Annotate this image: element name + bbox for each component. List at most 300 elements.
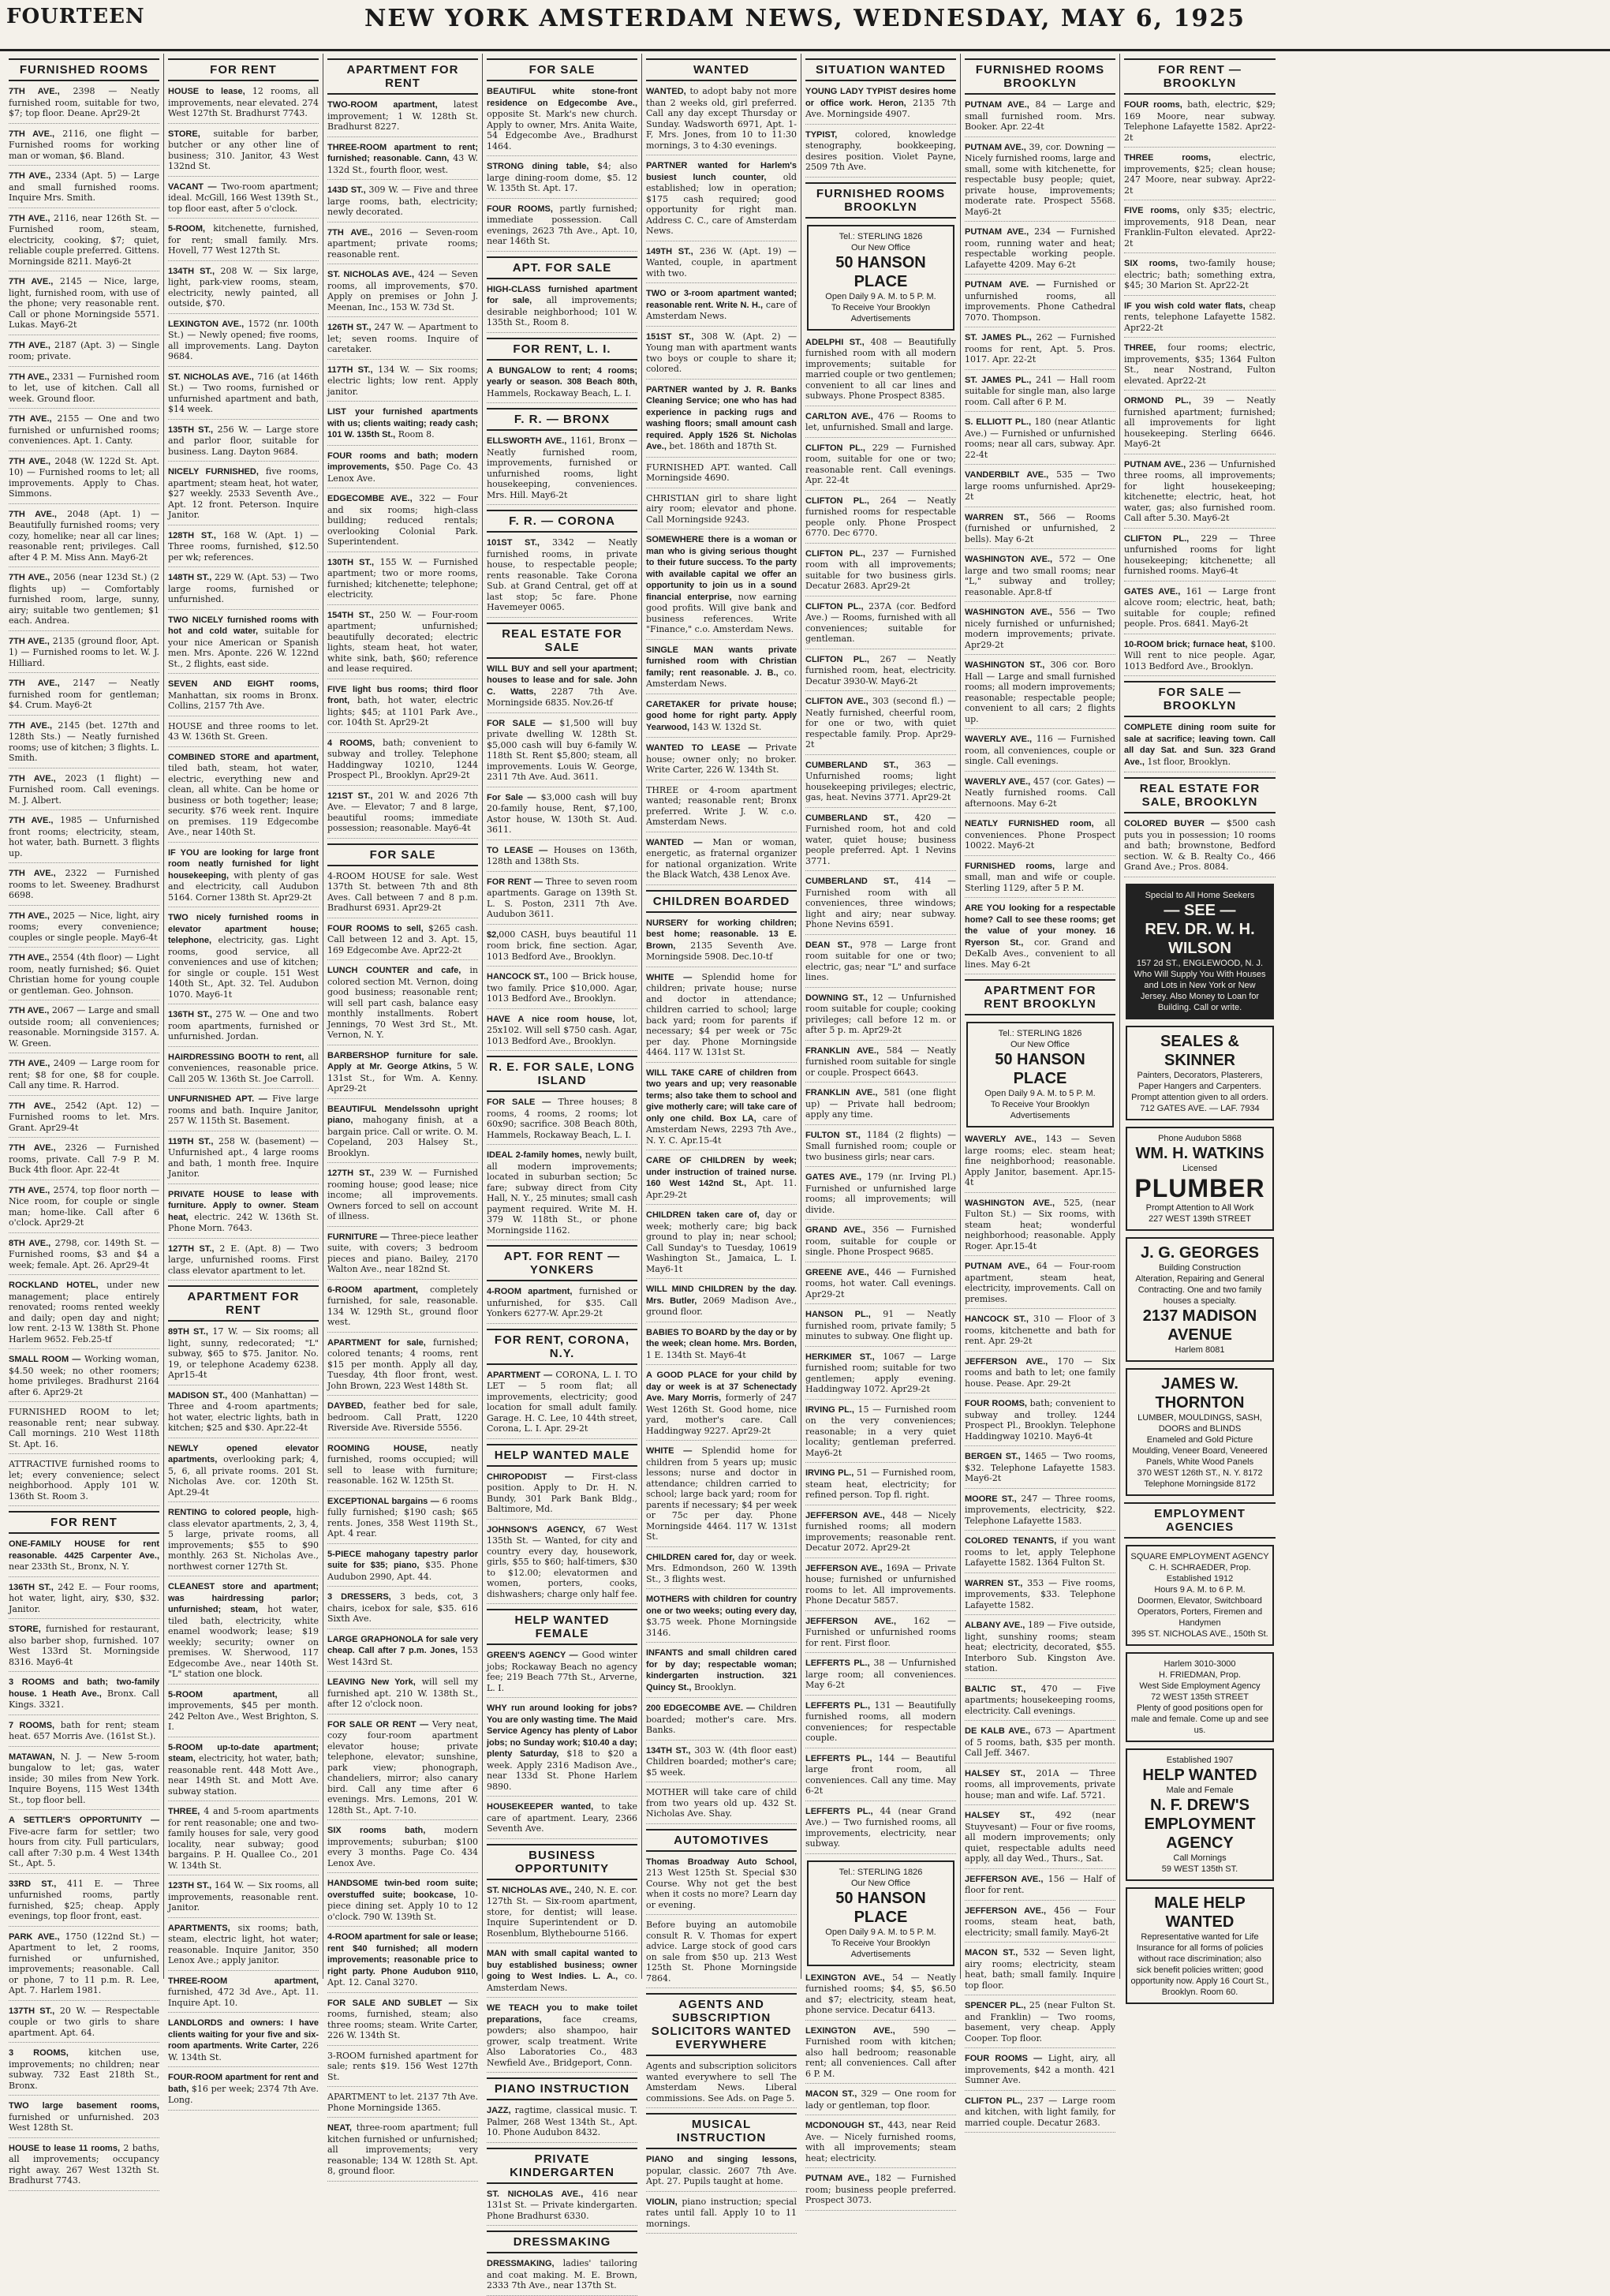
classified-ad: THREE rooms, electric, improvements, $25; clean house; 247 Moore, near subway. Apr22-2t [1124, 152, 1276, 200]
display-ad-line: 157 2d ST., ENGLEWOOD, N. J. [1136, 958, 1264, 968]
classified-ad: JOHNSON'S AGENCY, 67 West 135th St. — Wanted, for city and country every day, housework, girls, $55 to $60; half-timers, $30 to $12.00; elevatormen and women, porters, cooks, dishwashers; charge only half fee. [487, 1524, 637, 1605]
classified-ad: HOUSEKEEPER wanted, to take care of apartment. Leary, 2366 Seventh Ave. [487, 1801, 637, 1839]
classified-ad: 3 ROOMS and bath; two-family house. 1 Heath Ave., Bronx. Call Kings. 3321. [9, 1677, 159, 1715]
classified-ad: 89TH ST., 17 W. — Six rooms; all light, sunny, redecorated; "L" subway, $65 to $75. Janitor. No. 19, or telephone Academy 6238. Apr15-4t [168, 1326, 319, 1385]
classified-ad: 7TH AVE., 2554 (4th floor) — Light room, neatly furnished; $6. Quiet Christian home for young couple or gentleman. Geo. Johnson. [9, 952, 159, 1000]
classified-ad: 6-ROOM apartment, completely furnished, for sale, reasonable. 134 W. 129th St., ground floor west. [327, 1284, 478, 1333]
classified-ad: RENTING to colored people, high-class elevator apartments, 2, 3, 4, 5 large, private rooms, all improvements; $55 to $90 monthly. 263 St. Nicholas Ave., northwest corner 127th St. [168, 1507, 319, 1576]
classified-ad: 154TH ST., 250 W. — Four-room apartment; unfurnished; beautifully decorated; electric lights, steam heat, hot water, white sink, bath, $60; reference and lease required. [327, 610, 478, 679]
classified-ad: FIVE light bus rooms; third floor front, bath, hot water, electric lights; $45; at 1101 Park Ave., cor. 104th St. Apr29-2t [327, 684, 478, 733]
classified-ad: FOUR ROOMS, bath; convenient to subway and trolley. 1244 Prospect Pl., Brooklyn. Telephone Haddingway 10210. May6-4t [965, 1398, 1115, 1446]
display-ad-line: — SEE — [1164, 901, 1236, 919]
classified-ad: 7TH AVE., 2574, top floor north — Nice room, for couple or single man; home-like. Call after 6 o'clock. Apr29-2t [9, 1185, 159, 1233]
classified-columns [5, 54, 1605, 2290]
classified-ad: FOUR ROOMS — Light, airy, all improvements, $42 a month. 421 Sumner Ave. [965, 2053, 1115, 2091]
column-4 [483, 54, 642, 2290]
classified-ad: CLIFTON PL., 237 — Large room and kitchen, with light family, for married couple. Decatur 2683. [965, 2096, 1115, 2133]
classified-ad: WANTED, to adopt baby not more than 2 weeks old, girl preferred. Call any day except Thursday or Sunday. Wadsworth 6971, Apt. 1-F, Mrs. Jones, from 10 to 11:30 mornings, 3 to 4:30 evenings. [646, 86, 797, 155]
classified-ad: CARLTON AVE., 476 — Rooms to let, unfurnished. Small and large. [805, 411, 956, 438]
classified-ad: BARBERSHOP furniture for sale. Apply at Mr. George Atkins, 5 W. 131st St., for Wm. A. Kenny. Apr29-2t [327, 1050, 478, 1099]
classified-ad: FURNITURE — Three-piece leather suite, with covers; 3 bedroom pieces and piano. Bailey, 2170 Walton Ave., near 182nd St. [327, 1232, 478, 1280]
classified-ad: IRVING PL., 51 — Furnished room, steam heat, electricity; for refined person. Top fl. right. [805, 1468, 956, 1505]
classified-ad: 134TH ST., 208 W. — Six large, light, park-view rooms, steam, electricity, newly painted, all outside, $70. [168, 266, 319, 314]
classified-ad: S. ELLIOTT PL., 180 (near Atlantic Ave.) — Furnished or unfurnished rooms; near all cars, subway. Apr. 22-4t [965, 417, 1115, 465]
display-ad-line: 50 HANSON PLACE [835, 1889, 926, 1926]
display-ad-box [1126, 1652, 1274, 1742]
classified-ad: 8TH AVE., 2798, cor. 149th St. — Furnished rooms, $3 and $4 a week; female. Apt. 26. Apr29-4t [9, 1238, 159, 1276]
classified-ad: LEFFERTS PL., 144 — Beautiful large front room, all conveniences. Call any time. May 6-2t [805, 1753, 956, 1801]
classified-ad: MOORE ST., 247 — Three rooms, improvements, electricity, $22. Telephone Lafayette 1583. [965, 1494, 1115, 1531]
classified-ad: TWO NICELY furnished rooms with hot and cold water, suitable for your nice American or Spanish men. Mrs. Aponte. 226 W. 122nd St., 2 flights, east side. [168, 615, 319, 675]
classified-ad: YOUNG LADY TYPIST desires home or office work. Heron, 2135 7th Ave. Morningside 4907. [805, 86, 956, 125]
section-heading: BUSINESS OPPORTUNITY [487, 1844, 637, 1880]
classified-ad: SIX rooms, two-family house; electric; bath; something extra, $45; 30 Marion St. Apr22-2t [1124, 258, 1276, 296]
display-ad-line: C. H. SCHRAEDER, Prop. [1149, 1562, 1251, 1572]
column-7 [961, 54, 1120, 2128]
display-ad-line: 50 HANSON PLACE [995, 1051, 1085, 1087]
classified-ad: WHY run around looking for jobs? You are only wasting time. The Maid Service Agency has plenty of Labor jobs; no Sunday work; $10.40 a day; plenty Saturday, $18 to $20 a week. Apply 2316 Madison Ave., near 133d St. Phone Harlem 9890. [487, 1703, 637, 1797]
classified-ad: MADISON ST., 400 (Manhattan) — Three and 4-room apartments; hot water, electric lights, bath in kitchen; $25 and $30. Apr.22-4t [168, 1390, 319, 1438]
classified-ad: FOR RENT — Three to seven room apartments. Garage on 139th St. L. S. Poston, 2311 7th Ave. Audubon 3611. [487, 877, 637, 925]
classified-ad: TWO-ROOM apartment, latest improvement; 1 W. 128th St. Bradhurst 8227. [327, 99, 478, 137]
classified-ad: MATAWAN, N. J. — New 5-room bungalow to let; gas, water inside; 30 miles from New York. Inquire Boyens, 115 West 134th St., top floor bell. [9, 1752, 159, 1811]
classified-ad: HALSEY ST., 201A — Three rooms, all improvements, private house; man and wife. Laf. 5721. [965, 1768, 1115, 1806]
classified-ad: ORMOND PL., 39 — Neatly furnished apartment; furnished; all improvements for light housekeeping. Sterling 6646. May6-2t [1124, 395, 1276, 454]
section-heading: FURNISHED ROOMS BROOKLYN [805, 182, 956, 219]
section-heading: PIANO INSTRUCTION [487, 2077, 637, 2100]
classified-ad: HANDSOME twin-bed room suite; overstuffed suite; bookcase, 10-piece dining set. Apply 10 to 12 o'clock. 790 W. 139th St. [327, 1878, 478, 1927]
classified-ad: FURNISHED rooms, large and small, man and wife or couple. Sterling 1129, after 5 P. M. [965, 861, 1115, 899]
display-ad-line: JAMES W. THORNTON [1155, 1374, 1245, 1412]
section-heading: APT. FOR SALE [487, 256, 637, 279]
classified-ad: JEFFERSON AVE., 156 — Half of floor for rent. [965, 1874, 1115, 1901]
classified-ad: 4-ROOM apartment for sale or lease; rent $40 furnished; all modern improvements; reasonable price to right party. Phone Audubon 9110, Apt. 12. Canal 3270. [327, 1931, 478, 1993]
section-heading: SITUATION WANTED [805, 58, 956, 81]
classified-ad: WARREN ST., 353 — Five rooms, improvements, $33. Telephone Lafayette 1582. [965, 1578, 1115, 1616]
classified-ad: INFANTS and small children cared for by day; respectable woman; kindergarten instruction. 321 Quincy St., Brooklyn. [646, 1647, 797, 1698]
classified-ad: WILL BUY and sell your apartment; houses to lease and for sale. John C. Watts, 2287 7th Ave. Morningside 6835. Nov.26-tf [487, 664, 637, 713]
classified-ad: 5-PIECE mahogany tapestry parlor suite for $35; piano, $35. Phone Audubon 2990, Apt. 44. [327, 1549, 478, 1587]
display-ad-line: N. F. DREW'S [1150, 1796, 1250, 1814]
display-ad-line: Tel.: STERLING 1826 [839, 231, 923, 241]
display-ad-box [1126, 884, 1274, 1019]
display-ad-line: PLUMBER [1134, 1173, 1265, 1202]
classified-ad: HAIRDRESSING BOOTH to rent, all conveniences, reasonable price. Call 205 W. 136th St. Joe Carroll. [168, 1052, 319, 1090]
classified-ad: PARK AVE., 1750 (122nd St.) — Apartment to let, 2 rooms, furnished or unfurnished, improvements; reasonable. Call or phone, 7 to 11 p.m. R. Lee, Apt. 7. Harlem 1981. [9, 1931, 159, 2001]
classified-ad: WILL MIND CHILDREN by the day. Mrs. Butler, 2069 Madison Ave., ground floor. [646, 1284, 797, 1322]
classified-ad: FURNISHED APT. wanted. Call Morningside 4690. [646, 462, 797, 488]
classified-ad: LUNCH COUNTER and cafe, in colored section Mt. Vernon, doing good business; reasonable rent; will sell part cash, balance easy monthly installments. Robert Jennings, 70 West 3rd St., Mt. Vernon, N. Y. [327, 965, 478, 1045]
display-ad-line: Doormen, Elevator, Switchboard Operators, Porters, Firemen and Handymen [1137, 1595, 1263, 1628]
classified-ad: FOR SALE AND SUBLET — Six rooms, furnished, steam; also three rooms; steam. Write Carter, 226 W. 134th St. [327, 1998, 478, 2046]
classified-ad: 3-ROOM furnished apartment for sale; rents $19. 156 West 127th St. [327, 2051, 478, 2088]
display-ad-line: 2137 MADISON AVENUE [1142, 1307, 1257, 1344]
section-heading: REAL ESTATE FOR SALE [487, 623, 637, 659]
classified-ad: JEFFERSON AVE., 169A — Private house; furnished or unfurnished rooms to let. All improvements. Phone Decatur 5857. [805, 1563, 956, 1611]
classified-ad: CHRISTIAN girl to share light airy room; elevator and phone. Call Morningside 9243. [646, 493, 797, 530]
classified-ad: WASHINGTON AVE., 525, (near Fulton St.) — Six rooms, with steam heat; wonderful neighborhood; reasonable. Apply Roger. Apr.15-4t [965, 1198, 1115, 1257]
classified-ad: 7TH AVE., 2542 (Apt. 12) — Furnished rooms to let. Mrs. Grant. Apr29-4t [9, 1101, 159, 1139]
classified-ad: COLORED TENANTS, if you want rooms to let, apply Telephone Lafayette 1582. 1364 Fulton St. [965, 1535, 1115, 1573]
classified-ad: ROCKLAND HOTEL, under new management; place entirely renovated; rooms rented weekly and daily; open day and night; low rent. 2-13 W. 138th St. Phone Harlem 9652. Feb.25-tf [9, 1280, 159, 1349]
classified-ad: APARTMENTS, six rooms; bath, steam, electric light, hot water; reasonable. Inquire Janitor, 350 Lenox Ave.; apply janitor. [168, 1923, 319, 1971]
classified-ad: 3 ROOMS, kitchen use, improvements; no children; near subway. 732 East 218th St., Bronx. [9, 2047, 159, 2096]
classified-ad: MACON ST., 532 — Seven light, airy rooms; electricity, steam heat, bath; small family. Inquire top floor. [965, 1947, 1115, 1995]
classified-ad: CUMBERLAND ST., 363 — Unfurnished rooms; light housekeeping privileges; electric, gas, heat. Nevins 3771. Apr29-2t [805, 760, 956, 808]
classified-ad: GREENE AVE., 446 — Furnished rooms, hot water. Call evenings. Apr29-2t [805, 1267, 956, 1305]
display-ad-box [1126, 1026, 1274, 1120]
display-ad-line: Open Daily 9 A. M. to 5 P. M. [825, 1927, 936, 1937]
section-heading: REAL ESTATE FOR SALE, BROOKLYN [1124, 777, 1276, 813]
display-ad-line: 370 WEST 126th ST., N. Y. 8172 [1137, 1468, 1263, 1478]
section-heading: FOR SALE [327, 843, 478, 866]
classified-ad: LANDLORDS and owners: I have clients waiting for your five and six-room apartments. Write Carter, 226 W. 134th St. [168, 2017, 319, 2067]
classified-ad: SEVEN AND EIGHT rooms, Manhattan, six rooms in Bronx. Collins, 2157 7th Ave. [168, 679, 319, 716]
classified-ad: JEFFERSON AVE., 448 — Nicely furnished rooms; all modern improvements; reasonable rent. Decatur 2072. Apr29-2t [805, 1510, 956, 1558]
display-ad-line: SEALES & SKINNER [1160, 1032, 1240, 1069]
classified-ad: BEAUTIFUL white stone-front residence on Edgecombe Ave., opposite St. Mark's new church. Apply to owner, Mrs. Anita Waite, 54 Edgecombe Ave., Bradhurst 1464. [487, 86, 637, 156]
classified-ad: 101ST ST., 3342 — Neatly furnished rooms, in private house, to respectable people; rents reasonable. Take Corona Sub. at Grand Central, get off at last stop; 5c fare. Phone Havemeyer 0065. [487, 537, 637, 618]
classified-ad: 137TH ST., 20 W. — Respectable couple or two girls to share apartment. Apt. 64. [9, 2006, 159, 2044]
column-8 [1120, 54, 1279, 1997]
classified-ad: LARGE GRAPHONOLA for sale very cheap. Call after 7 p.m. Jones, 153 West 143rd St. [327, 1634, 478, 1673]
classified-ad: 7TH AVE., 1985 — Unfurnished front rooms; electricity, steam, hot water, bath. Burnett. 3 flights up. [9, 815, 159, 863]
classified-ad: 127TH ST., 239 W. — Furnished rooming house; good lease; nice income; all improvements. Owners forced to sell on account of illness. [327, 1168, 478, 1227]
classified-ad: 7TH AVE., 2331 — Furnished room to let, use of kitchen. Call all week. Ground floor. [9, 372, 159, 409]
classified-ad: PUTNAM AVE., 84 — Large and small furnished room. Mrs. Booker. Apr. 22-4t [965, 99, 1115, 137]
classified-ad: 7TH AVE., 2048 (W. 122d St. Apt. 10) — Furnished rooms to let; all improvements. Apply to Chas. Simmons. [9, 456, 159, 504]
display-ad-line: West Side Employment Agency [1139, 1681, 1261, 1691]
classified-ad: NICELY FURNISHED, five rooms, apartment; steam heat, hot water, $27 weekly. 2533 Seventh Ave., Apt. 12 front. Peterson. Inquire Janitor. [168, 466, 319, 525]
classified-ad: 5-ROOM apartment, all improvements, $45 per month. 242 Pelton Ave., West Brighton, S. I. [168, 1689, 319, 1737]
classified-ad: TYPIST, colored, knowledge stenography, bookkeeping, desires position. Violet Payne, 2509 7th Ave. [805, 129, 956, 178]
classified-ad: CLIFTON PL., 264 — Neatly furnished rooms for respectable people only. Phone Prospect 6770. Dec 6770. [805, 495, 956, 544]
classified-ad: 136TH ST., 242 E. — Four rooms, hot water, light, airy, $30, $32. Janitor. [9, 1582, 159, 1620]
classified-ad: PRIVATE HOUSE to lease with furniture. Apply to owner. Steam heat, electric. 242 W. 136th St. Phone Morn. 7643. [168, 1189, 319, 1239]
section-heading: FURNISHED ROOMS BROOKLYN [965, 58, 1115, 95]
classified-ad: FURNISHED ROOM to let; reasonable rent; near subway. Call mornings. 210 West 118th St. Apt. 16. [9, 1407, 159, 1454]
classified-ad: HERKIMER ST., 1067 — Large furnished room; suitable for two gentlemen; apply evening. Haddingway 1072. Apr29-2t [805, 1352, 956, 1400]
section-heading: HELP WANTED FEMALE [487, 1609, 637, 1645]
classified-ad: 7TH AVE., 2322 — Furnished rooms to let. Sweeney. Bradhurst 6698. [9, 868, 159, 906]
classified-ad: WAVERLY AVE., 116 — Furnished room, all conveniences, couple or single. Call evenings. [965, 734, 1115, 772]
classified-ad: JEFFERSON AVE., 162 — Furnished or unfurnished rooms for rent. First floor. [805, 1616, 956, 1654]
classified-ad: CLEANEST store and apartment; was hairdressing parlor; unfurnished; steam, hot water, tiled bath, electricity, white enamel woodwork; lease; $19 weekly; security; owner on premises. W. Sherwood, 117 Edgecombe Ave., near 140th St. "L" station one block. [168, 1581, 319, 1685]
classified-ad: PUTNAM AVE. — Furnished or unfurnished rooms, all improvements. Phone Cathedral 7070. Thompson. [965, 279, 1115, 327]
classified-ad: MAN with small capital wanted to buy established business; owner going to West Indies. L. A., co. Amsterdam News. [487, 1948, 637, 1998]
classified-ad: 127TH ST., 2 E. (Apt. 8) — Two large, unfurnished rooms. First class elevator apartment to let. [168, 1243, 319, 1281]
classified-ad: 7TH AVE., 2116, near 126th St. — Furnished room, steam, electricity, cooking, $7; quiet, reliable couple preferred. Gittens. Morningside 8211. May6-2t [9, 213, 159, 272]
classified-ad: NEAT, three-room apartment; full kitchen furnished or unfurnished; all improvements; very reasonable; 134 W. 128th St. Apt. 8, ground floor. [327, 2122, 478, 2182]
display-ad-line: To Receive Your Brooklyn Advertisements [831, 1938, 931, 1959]
classified-ad: PUTNAM AVE., 39, cor. Downing — Nicely furnished rooms, large and small, some with kitchenette, for respectable busy people; quiet, private house, improvements; moderate rate. Prospect 5568. May6-2t [965, 142, 1115, 222]
classified-ad: IF YOU are looking for large front room neatly furnished for light housekeeping, with plenty of gas and electricity, call Audubon 5164. Corner 138th St. Apr29-2t [168, 847, 319, 908]
classified-ad: TWO large basement rooms, furnished or unfurnished. 203 West 128th St. [9, 2100, 159, 2138]
display-ad-line: Male and Female [1166, 1785, 1234, 1795]
classified-ad: MCDONOUGH ST., 443, near Reid Ave. — Nicely furnished rooms, with all improvements; steam heat; electricity. [805, 2120, 956, 2168]
section-heading: WANTED [646, 58, 797, 81]
section-heading: FURNISHED ROOMS [9, 58, 159, 81]
section-heading: FOR RENT, L. I. [487, 338, 637, 361]
classified-ad: 128TH ST., 168 W. (Apt. 1) — Three rooms, furnished, $12.50 per wk; references. [168, 530, 319, 568]
classified-ad: ST. JAMES PL., 262 — Furnished rooms for rent, Apt. 5. Pros. 1017. Apr. 22-2t [965, 332, 1115, 370]
display-ad-line: To Receive Your Brooklyn Advertisements [831, 302, 931, 323]
section-heading: HELP WANTED MALE [487, 1444, 637, 1467]
classified-ad: DRESSMAKING, ladies' tailoring and coat making. M. E. Brown, 2333 7th Ave., near 137th St. [487, 2258, 637, 2296]
classified-ad: WE TEACH you to make toilet preparations, face creams, powders; also shampoo, hair grower, scalp treatment. Write Also Laboratories Co., 483 Newfield Ave., Bridgeport, Conn. [487, 2002, 637, 2073]
section-heading: APARTMENT FOR RENT [168, 1285, 319, 1322]
classified-ad: CLIFTON PL., 237A (cor. Bedford Ave.) — Rooms, furnished with all conveniences; suitable for gentleman. [805, 601, 956, 649]
classified-ad: FOUR rooms and bath; modern improvements, $50. Page Co. 43 Lenox Ave. [327, 451, 478, 489]
display-ad-line: Enameled and Gold Picture Moulding, Veneer Board, Veneered Panels, White Wood Panels [1132, 1434, 1268, 1467]
classified-ad: BALTIC ST., 470 — Five apartments; housekeeping rooms, electricity. Call evenings. [965, 1684, 1115, 1722]
classified-ad: HANSON PL., 91 — Neatly furnished room, private family; 5 minutes to subway. One flight up. [805, 1309, 956, 1347]
display-ad-line: Who Will Supply You With Houses and Lots in New York or New Jersey. Also Money to Loan for Building. Call or write. [1134, 969, 1266, 1012]
classified-ad: BABIES TO BOARD by the day or by the week; clean home. Mrs. Borden, 1 E. 134th St. May6-4t [646, 1327, 797, 1366]
page-number: FOURTEEN [6, 5, 145, 28]
classified-ad: CLIFTON AVE., 303 (second fl.) — Neatly furnished, cheerful room, for one or two, with quiet respectable family. Prop. Apr29-2t [805, 696, 956, 755]
classified-ad: 135TH ST., 256 W. — Large store and parlor floor, suitable for business. Lang. Dayton 9684. [168, 424, 319, 462]
display-ad-line: 712 GATES AVE. — LAF. 7934 [1140, 1103, 1260, 1113]
classified-ad: A GOOD PLACE for your child by day or week is at 37 Schenectady Ave. Mary Morris, formerly of 247 West 126th St. Good home, nice yard, mother's care. Call Haddingway 9227. Apr29-2t [646, 1370, 797, 1441]
classified-ad: DOWNING ST., 12 — Unfurnished room suitable for couple; cooking privileges; call before 12 m. or after 5 p. m. Apr29-2t [805, 993, 956, 1041]
classified-ad: VANDERBILT AVE., 535 — Two large rooms unfurnished. Apr29-2t [965, 469, 1115, 507]
classified-ad: $2,000 CASH, buys beautiful 11 room brick, fine section. Agar, 1013 Bedford Ave., Brooklyn. [487, 929, 637, 967]
display-ad-line: Our New Office [1010, 1040, 1070, 1049]
classified-ad: SINGLE MAN wants private furnished room with Christian family; rent reasonable. J. B., co. Amsterdam News. [646, 645, 797, 694]
display-ad-line: 395 ST. NICHOLAS AVE., 150th St. [1131, 1629, 1268, 1639]
masthead [0, 0, 1610, 51]
classified-ad: 4-ROOM HOUSE for sale. West 137th St. between 7th and 8th Aves. Call between 7 and 8 p.m. Bradhurst 6931. Apr29-2t [327, 871, 478, 918]
classified-ad: MACON ST., 329 — One room for lady or gentleman, top floor. [805, 2088, 956, 2115]
display-ad-line: To Receive Your Brooklyn Advertisements [990, 1100, 1090, 1120]
classified-ad: 126TH ST., 247 W. — Apartment to let; seven rooms. Inquire of caretaker. [327, 322, 478, 360]
classified-ad: STORE, furnished for restaurant, also barber shop, furnished. 107 West 133rd St. Morningside 8316. May6-4t [9, 1624, 159, 1672]
classified-ad: SMALL ROOM — Working woman, $4.50 week; no other roomers; home privileges. Bradhurst 2164 after 6. Apr29-2t [9, 1354, 159, 1402]
classified-ad: WASHINGTON ST., 306 cor. Boro Hall — Large and small furnished rooms; all modern improvements; reasonable; respectable people; convenient to all cars; 2 flights up. [965, 660, 1115, 729]
classified-ad: 5-ROOM up-to-date apartment; steam, electricity, hot water, bath; reasonable rent. 448 Mott Ave., near 149th St. and Mott Ave. subway station. [168, 1742, 319, 1802]
column-3 [323, 54, 483, 2176]
classified-ad: IF you wish cold water flats, cheap rents, telephone Lafayette 1582. Apr22-2t [1124, 301, 1276, 338]
classified-ad: 200 EDGECOMBE AVE. — Children boarded; mother's care. Mrs. Banks. [646, 1703, 797, 1741]
classified-ad: ALBANY AVE., 189 — Five outside, light, sunshiny rooms; steam heat; electricity, decorated, $55. Interboro Sub. Kingston Ave. station. [965, 1620, 1115, 1679]
classified-ad: WASHINGTON AVE., 572 — One large and two small rooms; near "L," subway and trolley; reasonable. Apr.8-tf [965, 554, 1115, 602]
classified-ad: CLIFTON PL., 229 — Furnished room, suitable for one or two; reasonable rent. Call evenings. Apr. 22-4t [805, 443, 956, 491]
classified-ad: APARTMENT for sale, furnished; colored tenants; 4 rooms, rent $15 per month. Apply all day, Tuesday, 4th floor front, west. John Brown, 223 West 148th St. [327, 1337, 478, 1397]
classified-ad: IRVING PL., 15 — Furnished room on the very conveniences; reasonable; in a very quiet locality; gentleman preferred. May6-2t [805, 1404, 956, 1464]
display-ad-line: Established 1912 [1166, 1573, 1234, 1584]
classified-ad: TWO or 3-room apartment wanted; reasonable rent. Write N. H., care of Amsterdam News. [646, 288, 797, 327]
classified-ad: DE KALB AVE., 673 — Apartment of 5 rooms, bath, $35 per month. Call Jeff. 3467. [965, 1726, 1115, 1763]
classified-ad: GRAND AVE., 356 — Furnished room, suitable for couple or single. Phone Prospect 9685. [805, 1225, 956, 1262]
classified-ad: MOTHERS with children for country one or two weeks; outing every day, $3.75 week. Phone Morningside 3146. [646, 1594, 797, 1643]
display-ad-box [807, 1860, 954, 1966]
classified-ad: LEAVING New York, will sell my furnished apt. 210 W. 138th St., after 12 o'clock noon. [327, 1677, 478, 1715]
classified-ad: FIVE rooms, only $35; electric, improvements, 918 Dean, near Franklin-Fulton elevated. Apr22-2t [1124, 205, 1276, 253]
classified-ad: COMBINED STORE and apartment, tiled bath, steam, hot water, electric, everything new and clean, all white. Can be home or business or both together; lease; security. $76 week rent. Inquire on premises. 119 Edgecombe Ave., near 140th St. [168, 752, 319, 843]
section-heading: F. R. — BRONX [487, 408, 637, 431]
section-heading: EMPLOYMENT AGENCIES [1124, 1502, 1276, 1539]
classified-ad: APARTMENT — CORONA, L. I. TO LET — 5 room flat; all improvements, electricity; good location for small adult family. Garage. H. C. Lee, 10 44th street, Corona, L. I. Apr. 29-2t [487, 1370, 637, 1439]
classified-ad: LEXINGTON AVE., 1572 (nr. 100th St.) — Newly opened; five rooms, all improvements. Lang. Dayton 9684. [168, 319, 319, 367]
classified-ad: PARTNER wanted by J. R. Banks Cleaning Service; one who has had experience in packing rugs and washing floors; small amount cash required. Apply 1526 St. Nicholas Ave., bet. 186th and 187th St. [646, 384, 797, 458]
classified-ad: PUTNAM AVE., 234 — Furnished room, running water and heat; respectable working people. Lafayette 4209. May 6-2t [965, 226, 1115, 275]
display-ad-box [1126, 1237, 1274, 1362]
classified-ad: HOUSE and three rooms to let. 43 W. 136th St. Green. [168, 721, 319, 747]
classified-ad: FOUR ROOMS, partly furnished; immediate possession. Call evenings, 2623 7th Ave., Apt. 10, near 146th St. [487, 204, 637, 252]
classified-ad: HALSEY ST., 492 (near Stuyvesant) — Four or five rooms, all modern improvements; only quiet, respectable adults need apply, all day Wed., Thurs., Sat. [965, 1810, 1115, 1869]
column-5 [642, 54, 801, 2229]
classified-ad: JEFFERSON AVE., 170 — Six rooms and bath to let; one family house. Pease. Apr. 29-2t [965, 1356, 1115, 1394]
classified-ad: ONE-FAMILY HOUSE for rent reasonable. 4425 Carpenter Ave., near 233th St., Bronx, N. Y. [9, 1539, 159, 1577]
classified-ad: FOR SALE OR RENT — Very neat, cozy four-room apartment elevator house; private telephone, elevator; sunshine, park view; phonograph, chandeliers, mirror; also canary bird. Call any time after 6 evenings. Mrs. Lemons, 201 W. 128th St., Apt. 7-10. [327, 1719, 478, 1821]
classified-ad: STRONG dining table, $4; also large dining-room dome, $5. 12 W. 135th St. Apt. 17. [487, 161, 637, 199]
display-ad-line: HELP WANTED [1142, 1766, 1257, 1784]
section-heading: AGENTS AND SUBSCRIPTION SOLICITORS WANTED EVERYWHERE [646, 1993, 797, 2056]
classified-ad: 136TH ST., 275 W. — One and two room apartments, furnished or unfurnished. Jordan. [168, 1009, 319, 1047]
classified-ad: FULTON ST., 1184 (2 flights) — Small furnished room; couple or two business girls; near cars. [805, 1130, 956, 1168]
display-ad-line: Our New Office [851, 1878, 910, 1888]
classified-ad: PARTNER wanted for Harlem's busiest lunch counter, old established; low in operation; $175 cash required; good opportunity for right man. Address C. C., care of Amsterdam News. [646, 160, 797, 241]
display-ad-box [1126, 1545, 1274, 1646]
section-heading: FOR RENT — BROOKLYN [1124, 58, 1276, 95]
classified-ad: CLIFTON PL., 229 — Three unfurnished rooms for light housekeeping; kitchenette; all furnished rooms. May6-4t [1124, 533, 1276, 581]
classified-ad: 134TH ST., 303 W. (4th floor east) Children boarded; mother's care; $5 week. [646, 1745, 797, 1783]
classified-ad: GREEN'S AGENCY — Good winter jobs; Rockaway Beach no agency fee; 219 Beach 77th St., Arverne, L. I. [487, 1650, 637, 1698]
classified-ad: TWO nicely furnished rooms in elevator apartment house; telephone, electricity, gas. Light rooms, good service, all conveniences and use of kitchen; for single or couple. 151 West 140th St., Apt. 32. Tel. Audubon 1070. May6-1t [168, 912, 319, 1004]
classified-ad: Agents and subscription solicitors wanted everywhere to sell The Amsterdam News. Liberal commissions. See Ads. on Page 5. [646, 2061, 797, 2108]
classified-ad: 7TH AVE., 2398 — Neatly furnished room, suitable for two, $7; top floor. Deane. Apr29-2t [9, 86, 159, 124]
classified-ad: LEFFERTS PL., 44 (near Grand Ave.) — Two furnished rooms, all improvements, electricity, near subway. [805, 1806, 956, 1854]
classified-ad: LEFFERTS PL., 131 — Beautifully furnished rooms, all modern conveniences; for respectable couple. [805, 1700, 956, 1748]
classified-ad: IDEAL 2-family homes, newly built, all modern improvements; located in suburban section; 5c fare; subway direct from City Hall, N. Y., 25 minutes; small cash payment required. Write M. H. 379 W. 118th St., or phone Morningside 1162. [487, 1150, 637, 1240]
display-ad-line: MALE HELP WANTED [1154, 1894, 1246, 1931]
classified-ad: BERGEN ST., 1465 — Two rooms, $32. Telephone Lafayette 1583. May6-2t [965, 1451, 1115, 1489]
display-ad-line: Established 1907 [1166, 1755, 1234, 1765]
display-ad-line: Hours 9 A. M. to 6 P. M. [1154, 1584, 1246, 1595]
classified-ad: CLIFTON PL., 237 — Furnished room with all improvements; suitable for two business girls. Decatur 2683. Apr29-2t [805, 548, 956, 596]
classified-ad: HIGH-CLASS furnished apartment for sale, all improvements; desirable neighborhood; 101 W. 135th St., Room 8. [487, 284, 637, 333]
classified-ad: WHITE — Splendid home for children from 5 years up; music lessons; nurse and doctor in attendance; children carried to school; large back yard; room for parents if necessary; $4 per week or 75c per day. Phone Morningside 4464. 117 W. 131st St. [646, 1445, 797, 1547]
classified-ad: WANTED TO LEASE — Private house; owner only; no broker. Write Carter, 226 W. 134th St. [646, 742, 797, 780]
classified-ad: 7TH AVE., 2135 (ground floor, Apt. 1) — Furnished rooms to let. W. J. Hilliard. [9, 636, 159, 674]
classified-ad: GATES AVE., 179 (nr. Irving Pl.) Furnished or unfurnished large rooms; all improvements; will divide. [805, 1172, 956, 1220]
classified-ad: WILL TAKE CARE of children from two years and up; very reasonable terms; also take them to school and give motherly care; will take care of only one child. Box LA, care of Amsterdam News, 2293 7th Ave., N. Y. C. Apr.15-4t [646, 1068, 797, 1151]
classified-ad: WASHINGTON AVE., 556 — Two nicely furnished or unfurnished; modern improvements; private. Apr29-2t [965, 607, 1115, 655]
classified-ad: 7TH AVE., 2023 (1 flight) — Furnished room. Call evenings. M. J. Albert. [9, 773, 159, 811]
classified-ad: 143D ST., 309 W. — Five and three large rooms, bath, electricity; newly decorated. [327, 185, 478, 222]
display-ad-line: 59 WEST 135th ST. [1161, 1864, 1238, 1874]
classified-ad: 7 ROOMS, bath for rent; steam heat. 657 Morris Ave. (161st St.). [9, 1720, 159, 1747]
display-ad-line: Telephone Morningside 8172 [1144, 1479, 1256, 1489]
classified-ad: ST. NICHOLAS AVE., 716 (at 146th St.) — Two rooms, furnished or unfurnished apartment and bath, $14 week. [168, 372, 319, 420]
classified-ad: NEWLY opened elevator apartments, overlooking park; 4, 5, 6, all private rooms. 201 St. Nicholas Ave. cor. 120th St. Apt.29-4t [168, 1443, 319, 1503]
display-ad-line: Harlem 8081 [1175, 1344, 1225, 1355]
section-heading: FOR RENT [168, 58, 319, 81]
classified-ad: 123TH ST., 164 W. — Six rooms, all improvements, reasonable rent. Janitor. [168, 1880, 319, 1918]
classified-ad: ST. JAMES PL., 241 — Hall room suitable for single man, also large room. Call after 6 P. M. [965, 375, 1115, 413]
display-ad-line: Licensed [1182, 1163, 1218, 1173]
classified-ad: CARETAKER for private house; good home for right party. Apply Yearwood, 143 W. 132d St. [646, 699, 797, 739]
column-6 [801, 54, 961, 2205]
section-heading: AUTOMOTIVES [646, 1829, 797, 1852]
classified-ad: PUTNAM AVE., 182 — Furnished room; business people preferred. Prospect 3073. [805, 2173, 956, 2211]
classified-ad: FRANKLIN AVE., 581 (one flight up) — Private hall bedroom; apply any time. [805, 1087, 956, 1125]
display-ad-line: EMPLOYMENT AGENCY [1144, 1815, 1256, 1852]
classified-ad: 7TH AVE., 2048 (Apt. 1) — Beautifully furnished rooms; very cozy, homelike; near all car lines; reasonable rent; privileges. Call after 4 P. M. Miss Ann. May6-2t [9, 509, 159, 568]
display-ad-line: Representative wanted for Life Insurance for all forms of policies without race discrimination; also sick benefit policies written; good opportunity now. Apply 16 Court St., Brooklyn. Room 60. [1130, 1931, 1269, 1997]
classified-ad: 4-ROOM apartment, furnished or unfurnished, for $35. Call Yonkers 6277-W. Apr.29-2t [487, 1286, 637, 1324]
display-ad-line: Phone Audubon 5868 [1158, 1133, 1242, 1143]
classified-ad: 10-ROOM brick; furnace heat, $100. Will rent to nice people. Agar, 1013 Bedford Ave., Brooklyn. [1124, 639, 1276, 677]
classified-ad: THREE, 4 and 5-room apartments for rent reasonable; one and two-family houses for sale, very good locality, near subway; good bargains. P. H. Quallee Co., 201 W. 134th St. [168, 1806, 319, 1875]
section-heading: FOR RENT, CORONA, N.Y. [487, 1329, 637, 1365]
classified-ad: 121ST ST., 201 W. and 2026 7th Ave. — Elevator; 7 and 8 large, beautiful rooms; immediate possession; reasonable. May6-4t [327, 791, 478, 839]
classified-ad: LEXINGTON AVE., 54 — Neatly furnished rooms; $4, $5, $6.50 and $7; electricity, steam heat, phone service. Decatur 6413. [805, 1973, 956, 2021]
display-ad-line: Plenty of good positions open for male and female. Come up and see us. [1130, 1703, 1269, 1735]
classified-ad: ST. NICHOLAS AVE., 240, N. E. cor. 127th St. — Six-room apartment, store, for dentist; will lease. Inquire Superintendent or D. Rosenblum, Blythebourne 5166. [487, 1885, 637, 1944]
classified-ad: 149TH ST., 236 W. (Apt. 19) — Wanted, couple, in apartment with two. [646, 246, 797, 284]
classified-ad: 7TH AVE., 2326 — Furnished rooms, private. Call 7-9 P. M. Buck 4th floor. Apr. 22-4t [9, 1142, 159, 1180]
section-heading: APARTMENT FOR RENT BROOKLYN [965, 979, 1115, 1015]
section-heading: APT. FOR RENT — YONKERS [487, 1245, 637, 1281]
section-heading: APARTMENT FOR RENT [327, 58, 478, 95]
column-2 [164, 54, 323, 2105]
classified-ad: VIOLIN, piano instruction; special rates until fall. Apply 10 to 11 mornings. [646, 2197, 797, 2234]
display-ad-line: LUMBER, MOULDINGS, SASH, DOORS and BLINDS [1137, 1412, 1262, 1434]
classified-ad: LIST your furnished apartments with us; clients waiting; ready cash; 101 W. 135th St., Room 8. [327, 406, 478, 446]
newspaper-title: NEW YORK AMSTERDAM NEWS, WEDNESDAY, MAY 6, 1925 [364, 5, 1246, 32]
section-heading: DRESSMAKING [487, 2231, 637, 2253]
classified-ad: HOUSE to lease, 12 rooms, all improvements, near elevated. 274 West 127th St. Bradhurst 7743. [168, 86, 319, 124]
classified-ad: HANCOCK ST., 310 — Floor of 3 rooms, kitchenette and bath for rent. Apr. 29-2t [965, 1314, 1115, 1352]
classified-ad: 7TH AVE., 2116, one flight — Furnished rooms for working man or woman, $6. Bland. [9, 129, 159, 166]
classified-ad: 7TH AVE., 2145 — Nice, large, light, furnished room, with use of the phone; very reasonable rent. Call or phone Morningside 5571. Lukas. May6-2t [9, 276, 159, 335]
classified-ad: 5-ROOM, kitchenette, furnished, for rent; small family. Mrs. Hovell, 77 West 127th St. [168, 223, 319, 261]
section-heading: F. R. — CORONA [487, 510, 637, 533]
display-ad-line: REV. DR. W. H. WILSON [1145, 920, 1255, 957]
classified-ad: STORE, suitable for barber, butcher or any other line of business; 310. Janitor, 43 West 132nd St. [168, 129, 319, 177]
classified-ad: 119TH ST., 258 W. (basement) — Unfurnished apt., 4 large rooms and bath, 1 month free. Inquire Janitor. [168, 1136, 319, 1184]
classified-ad: BEAUTIFUL Mendelssohn upright piano, mahogany finish, at a bargain price. Call or write. O. M. Copeland, 203 Halsey St., Brooklyn. [327, 1104, 478, 1164]
classified-ad: 7TH AVE., 2016 — Seven-room apartment; private rooms; reasonable rent. [327, 227, 478, 265]
classified-ad: For Sale — $3,000 cash will buy 20-family house, Rent, $7,100, Astor house, W. 130th St. Aud. 3611. [487, 792, 637, 840]
display-ad-box [807, 225, 954, 331]
display-ad-line: Open Daily 9 A. M. to 5 P. M. [984, 1089, 1096, 1098]
classified-ad: 130TH ST., 155 W. — Furnished apartment; two or more rooms, furnished; kitchenette; telephone; electricity. [327, 557, 478, 605]
section-heading: PRIVATE KINDERGARTEN [487, 2148, 637, 2184]
display-ad-line: H. FRIEDMAN, Prop. [1159, 1670, 1241, 1680]
classified-ad: APARTMENT to let. 2137 7th Ave. Phone Morningside 1365. [327, 2092, 478, 2118]
classified-ad: EDGECOMBE AVE., 322 — Four and six rooms; high-class building; reduced rentals; overlooking Colonial Park. Superintendent. [327, 493, 478, 552]
section-heading: MUSICAL INSTRUCTION [646, 2113, 797, 2149]
classified-ad: Before buying an automobile consult R. V. Thomas for expert advice. Large stock of good cars on sale from $50 up. 213 West 125th St. Phone Morningside 7864. [646, 1920, 797, 1988]
display-ad-line: Tel.: STERLING 1826 [998, 1029, 1082, 1038]
classified-ad: CLIFTON PL., 267 — Neatly furnished room, heat, electricity. Decatur 3930-W. May6-2t [805, 654, 956, 692]
classified-ad: HANCOCK ST., 100 — Brick house, two family. Price $10,000. Agar, 1013 Bedford Ave., Brooklyn. [487, 971, 637, 1009]
section-heading: FOR RENT [9, 1511, 159, 1534]
classified-ad: LEXINGTON AVE., 590 — Furnished room with kitchen; also hall bedroom; reasonable rent; all conveniences. Call after 6 P. M. [805, 2025, 956, 2085]
display-ad-line: Open Daily 9 A. M. to 5 P. M. [825, 291, 936, 301]
classified-ad: 33RD ST., 411 E. — Three unfurnished rooms, partly furnished, $25; cheap. Apply evenings, top floor front, east. [9, 1879, 159, 1927]
classified-ad: 7TH AVE., 2187 (Apt. 3) — Single room; private. [9, 340, 159, 367]
classified-ad: 4 ROOMS, bath; convenient to subway and trolley. Telephone Haddingway 10210, 1244 Prospect Pl., Brooklyn. Apr29-2t [327, 738, 478, 786]
classified-ad: 7TH AVE., 2067 — Large and small outside room; all conveniences; reasonable. Morningside 3157. A. W. Green. [9, 1005, 159, 1053]
classified-ad: VACANT — Two-room apartment; ideal. McGill, 166 West 139th St., top floor east, after 5 o'clock. [168, 181, 319, 219]
classified-ad: FOR SALE — Three houses; 8 rooms, 4 rooms, 2 rooms; lot 60x90; sacrifice. 308 Beach 80th, Hammels, Rockaway Beach, L. I. [487, 1097, 637, 1145]
section-heading: FOR SALE [487, 58, 637, 81]
display-ad-line: Harlem 3010-3000 [1164, 1658, 1236, 1669]
